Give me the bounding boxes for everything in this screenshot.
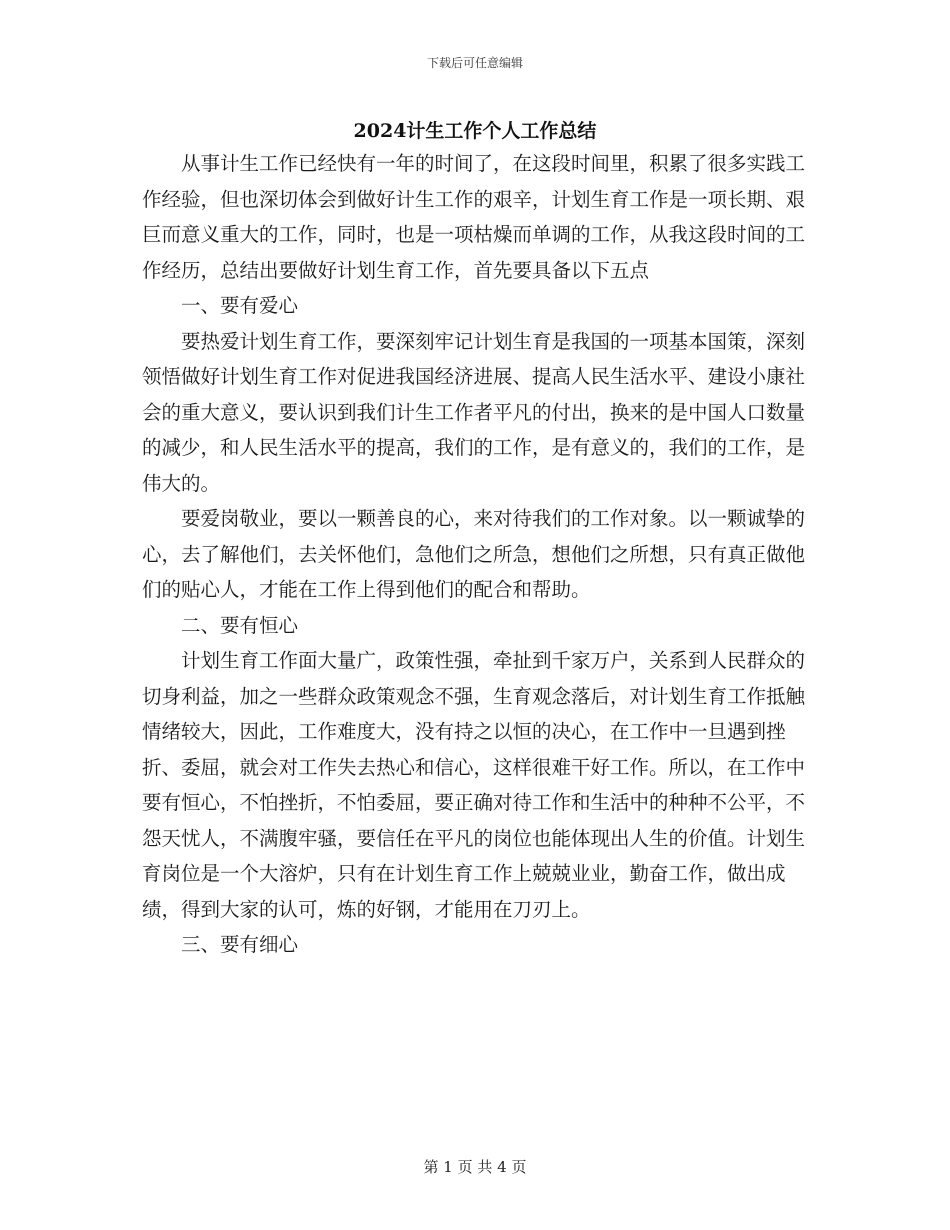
document-body xyxy=(142,146,807,963)
paragraph-intro: 从事计生工作已经快有一年的时间了，在这段时间里，积累了很多实践工作经验，但也深切体会到做好计生工作的艰辛，计划生育工作是一项长期、艰巨而意义重大的工作，同时，也是一项枯燥而单调的工作，从我这段时间的工作经历，总结出要做好计划生育工作，首先要具备以下五点 xyxy=(142,152,806,282)
section-heading-2: 二、要有恒心 xyxy=(181,613,299,637)
paragraph-love-2: 要爱岗敬业，要以一颗善良的心，来对待我们的工作对象。以一颗诚挚的心，去了解他们，去关怀他们，急他们之所急，想他们之所想，只有真正做他们的贴心人，才能在工作上得到他们的配合和帮助。 xyxy=(142,507,806,601)
section-heading-3: 三、要有细心 xyxy=(181,933,299,956)
document-title: 2024计生工作个人工作总结 xyxy=(353,120,597,142)
section-heading-1: 一、要有爱心 xyxy=(181,294,299,317)
paragraph-love-1: 要热爱计划生育工作，要深刻牢记计划生育是我国的一项基本国策，深刻领悟做好计划生育工作对促进我国经济进展、提高人民生活水平、建设小康社会的重大意义，要认识到我们计生工作者平凡的付出，换来的是中国人口数量的减少，和人民生活水平的提高，我们的工作，是有意义的，我们的工作，是伟大的。 xyxy=(142,329,806,495)
paragraph-perseverance: 计划生育工作面大量广，政策性强，牵扯到千家万户，关系到人民群众的切身利益，加之一些群众政策观念不强，生育观念落后，对计划生育工作抵触情绪较大，因此，工作难度大，没有持之以恒的决心，在工作中一旦遇到挫折、委屈，就会对工作失去热心和信心，这样很难干好工作。所以，在工作中要有恒心，不怕挫折，不怕委屈，要正确对待工作和生活中的种种不公平，不怨天忧人，不满腹牢骚，要信任在平凡的岗位也能体现出人生的价值。计划生育岗位是一个大溶炉，只有在计划生育工作上兢兢业业，勤奋工作，做出成绩，得到大家的认可，炼的好钢，才能用在刀刃上。 xyxy=(142,649,806,921)
page-header: 下载后可任意编辑 xyxy=(426,56,523,70)
page-footer: 第 1 页 共 4 页 xyxy=(423,1158,527,1176)
